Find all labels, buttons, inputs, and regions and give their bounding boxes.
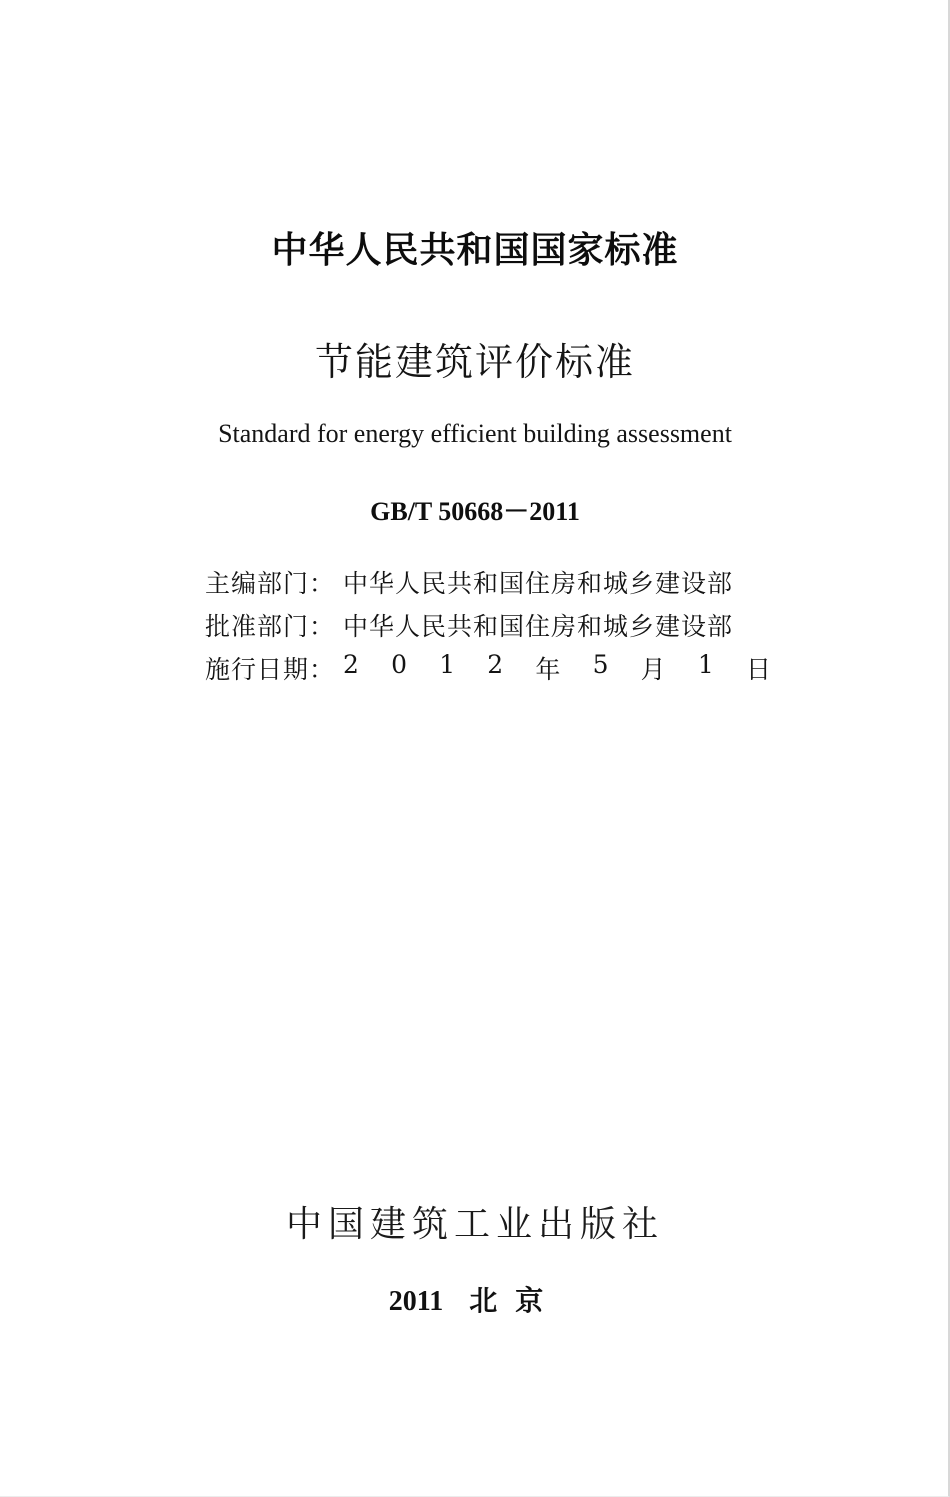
effective-date-value (343, 650, 771, 686)
approval-value: 中华人民共和国住房和城乡建设部 (343, 611, 734, 641)
approval-row (205, 603, 771, 646)
document-title-chinese: 节能建筑评价标准 (314, 340, 635, 384)
date-char: 日 (745, 654, 771, 684)
chief-editor-value: 中华人民共和国住房和城乡建设部 (343, 568, 734, 598)
effective-date-row (205, 646, 771, 689)
date-char: 0 (391, 649, 407, 679)
publication-info (205, 560, 771, 689)
date-char: 1 (697, 649, 714, 679)
publication-year-city (0, 1279, 950, 1319)
approval-label: 批准部门： (205, 611, 336, 641)
publisher-name: 中国建筑工业出版社 (285, 1204, 664, 1245)
date-char: 5 (592, 649, 609, 679)
effective-date-label: 施行日期： (205, 654, 336, 684)
date-char: 月 (640, 654, 666, 684)
chief-editor-row (205, 560, 771, 603)
national-standard-heading: 中华人民共和国国家标准 (271, 230, 679, 271)
chief-editor-label: 主编部门： (205, 568, 336, 598)
date-char: 1 (439, 649, 456, 679)
publication-city: 北京 (469, 1286, 562, 1317)
publication-year: 2011 (388, 1286, 444, 1317)
date-char: 2 (343, 649, 359, 679)
date-char: 2 (487, 649, 504, 679)
standard-number: GB/T 50668－2011 (370, 497, 580, 526)
document-title-english: Standard for energy efficient building assessment (218, 419, 732, 448)
date-char: 年 (535, 654, 561, 684)
